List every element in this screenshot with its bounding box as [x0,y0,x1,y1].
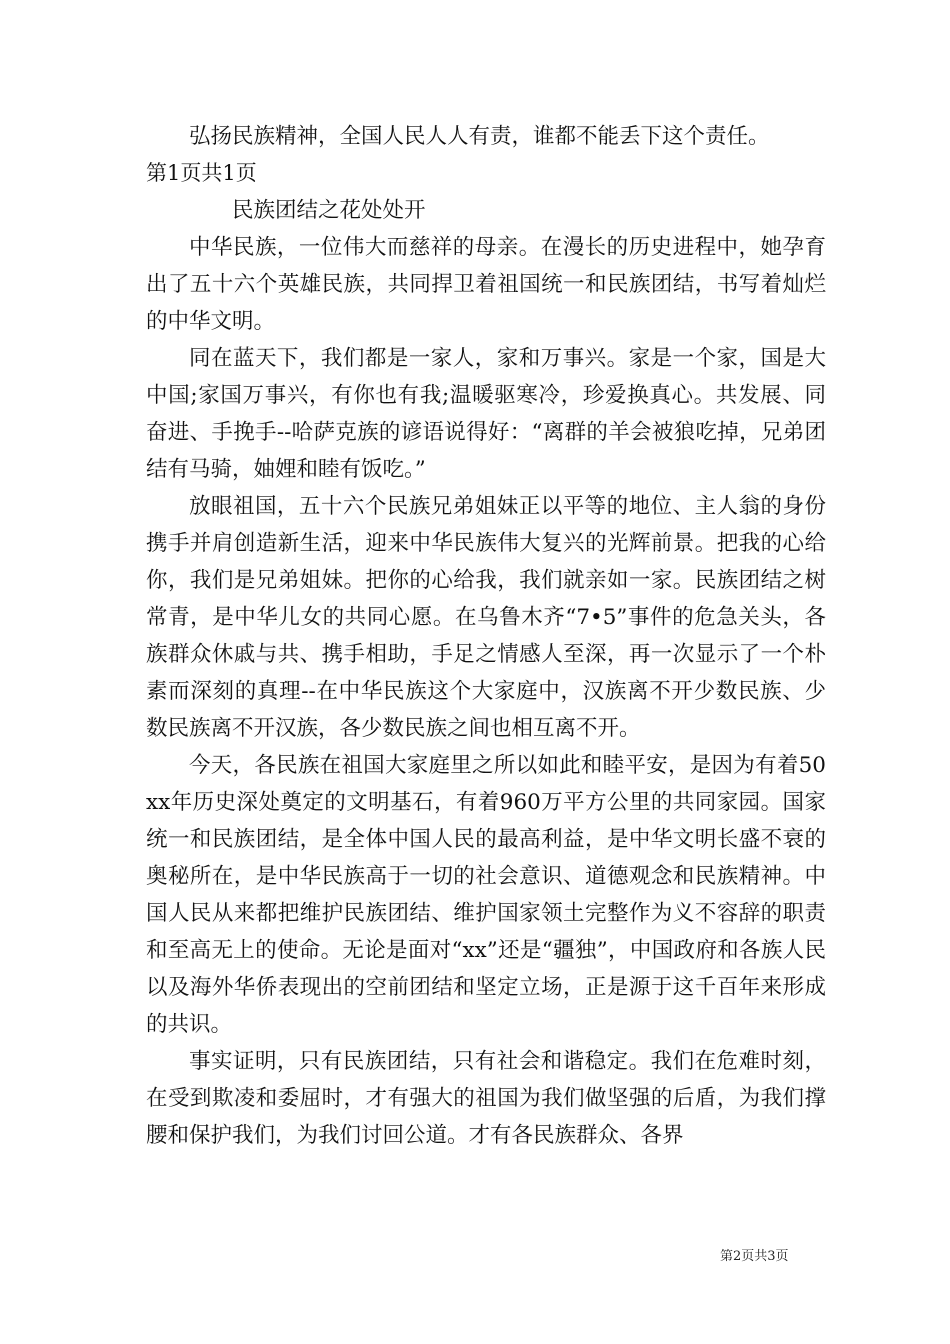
paragraph-4: 今天，各民族在祖国大家庭里之所以如此和睦平安，是因为有着50xx年历史深处奠定的文明基石，有着960万平方公里的共同家园。国家统一和民族团结，是全体中国人民的最高利益，是中华文明长盛不衰的奥秘所在，是中华民族高于一切的社会意识、道德观念和民族精神。中国人民从来都把维护民族团结、维护国家领土完整作为义不容辞的职责和至高无上的使命。无论是面对“xx”还是“疆独”，中国政府和各族人民以及海外华侨表现出的空前团结和坚定立场，正是源于这千百年来形成的共识。 [146,753,826,1037]
document-body [146,118,826,1154]
page-number-footer: 第2页共3页 [720,1249,789,1264]
article-title: 民族团结之花处处开 [232,198,426,223]
paragraph-1: 中华民族，一位伟大而慈祥的母亲。在漫长的历史进程中，她孕育出了五十六个英雄民族，共同捍卫着祖国统一和民族团结，书写着灿烂的中华文明。 [146,235,826,334]
previous-page-marker: 第1页共1页 [146,161,257,185]
paragraph-3: 放眼祖国，五十六个民族兄弟姐妹正以平等的地位、主人翁的身份携手并肩创造新生活，迎来中华民族伟大复兴的光辉前景。把我的心给你，我们是兄弟姐妹。把你的心给我，我们就亲如一家。民族团结之树常青，是中华儿女的共同心愿。在乌鲁木齐“7•5”事件的危急关头，各族群众休戚与共、携手相助，手足之情感人至深，再一次显示了一个朴素而深刻的真理--在中华民族这个大家庭中，汉族离不开少数民族、少数民族离不开汉族，各少数民族之间也相互离不开。 [146,494,826,741]
paragraph-2: 同在蓝天下，我们都是一家人，家和万事兴。家是一个家，国是大中国;家国万事兴，有你也有我;温暖驱寒冷，珍爱换真心。共发展、同奋进、手挽手--哈萨克族的谚语说得好：“离群的羊会被狼吃掉，兄弟团结有马骑，妯娌和睦有饭吃。” [146,346,826,482]
carryover-line: 弘扬民族精神，全国人民人人有责，谁都不能丢下这个责任。 [189,124,770,149]
paragraph-5: 事实证明，只有民族团结，只有社会和谐稳定。我们在危难时刻，在受到欺凌和委屈时，才有强大的祖国为我们做坚强的后盾，为我们撑腰和保护我们，为我们讨回公道。才有各民族群众、各界 [146,1049,826,1148]
